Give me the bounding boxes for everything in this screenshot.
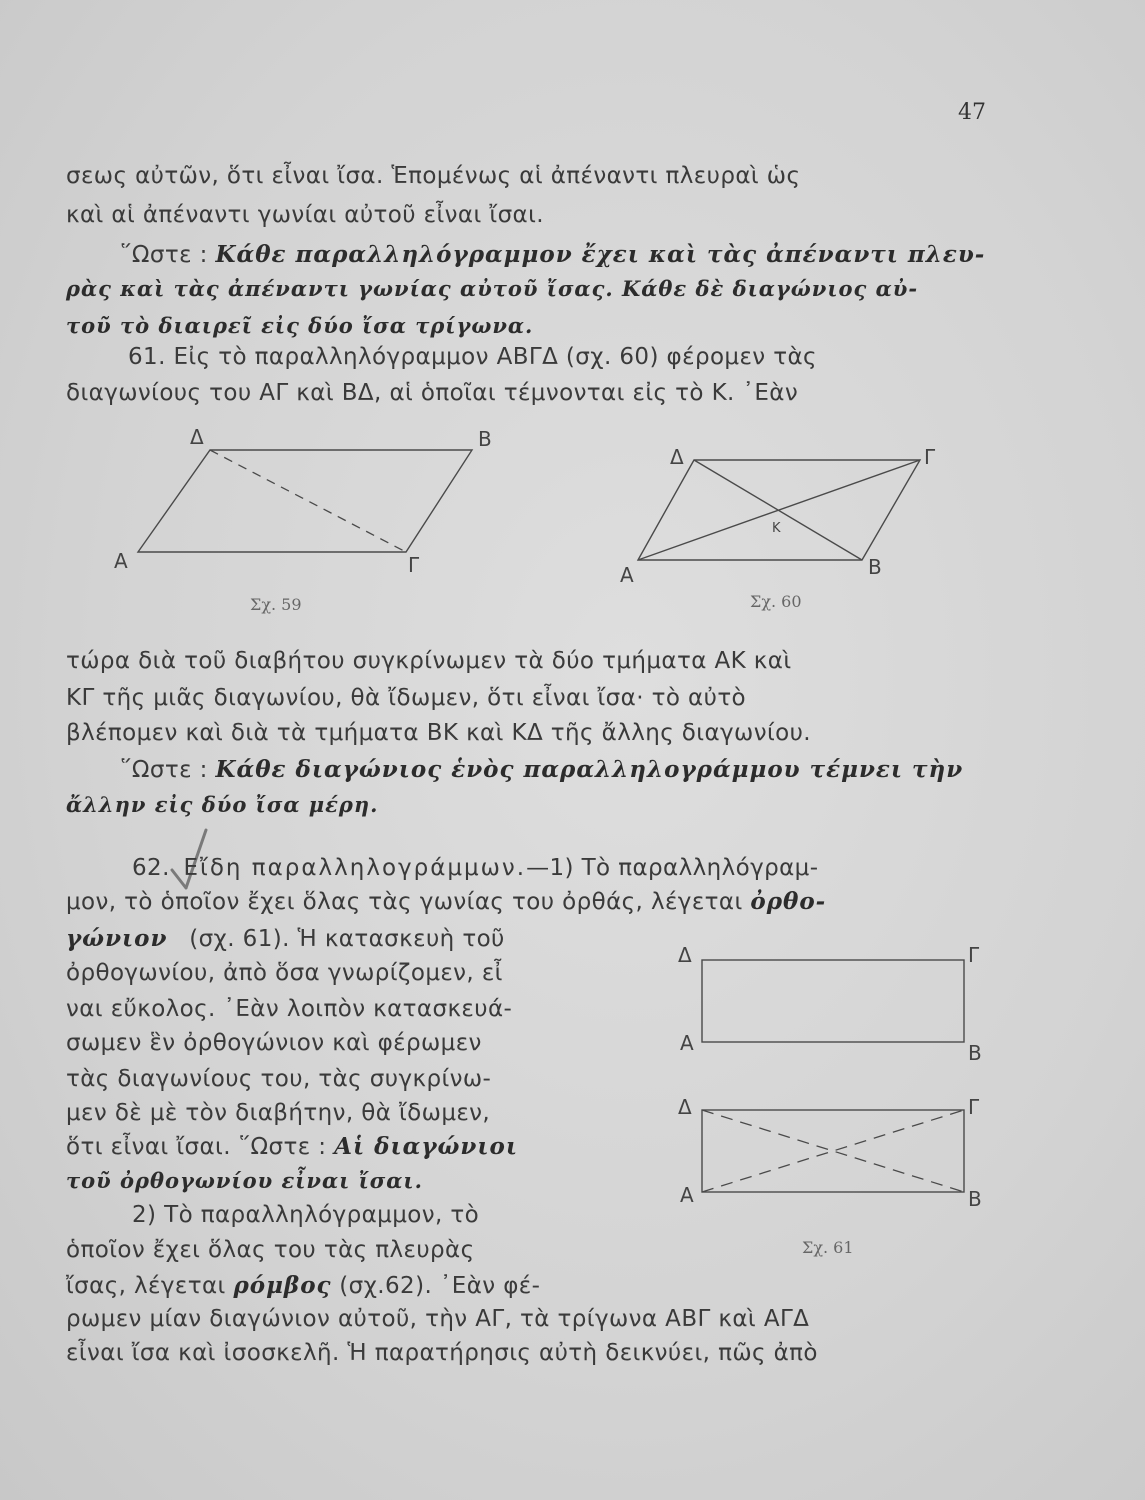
text-line — [66, 1272, 540, 1299]
text-span: (σχ. 61). Ἡ κατασκευὴ τοῦ — [189, 926, 505, 952]
italic-term: ρόμβος — [233, 1272, 332, 1299]
vertex-label: Α — [620, 563, 634, 587]
vertex-label: Β — [968, 1187, 982, 1211]
text-line — [66, 888, 826, 915]
text-line: τώρα διὰ τοῦ διαβήτου συγκρίνωμεν τὰ δύο τμήματα ΑΚ καὶ — [66, 648, 792, 674]
vertex-label: Δ — [678, 943, 692, 967]
text-line: ὁποῖον ἔχει ὅλας του τὰς πλευρὰς — [66, 1237, 475, 1263]
vertex-label: Γ — [968, 943, 980, 967]
figure-60 — [612, 440, 972, 590]
text-line: 2) Τὸ παραλληλόγραμμον, τὸ — [132, 1202, 480, 1228]
text-span: ὅτι εἶναι ἴσαι. ῞Ωστε : — [66, 1134, 327, 1160]
text-span: —1) Τὸ παραλληλόγραμ- — [526, 855, 819, 881]
italic-line: τοῦ ὀρθογωνίου εἶναι ἴσαι. — [66, 1168, 423, 1193]
figure-61 — [672, 930, 992, 1210]
text-line: καὶ αἱ ἀπέναντι γωνίαι αὐτοῦ εἶναι ἴσαι. — [66, 202, 544, 228]
vertex-label: Γ — [968, 1095, 980, 1119]
parallelogram-59 — [138, 450, 472, 552]
conclusion-lead: ῞Ωστε : — [120, 242, 208, 268]
diagonal-BD — [694, 460, 862, 560]
section-62-heading-line — [132, 855, 818, 881]
text-line — [66, 1133, 518, 1160]
italic-text: Κάθε παραλληλόγραμμον ἔχει καὶ τὰς ἀπέναντι πλευ- — [215, 241, 986, 268]
text-line — [66, 925, 505, 952]
vertex-label: Α — [114, 549, 128, 573]
page-number: 47 — [958, 100, 986, 125]
vertex-label: Α — [680, 1183, 694, 1207]
diagonal-59 — [210, 450, 406, 552]
vertex-label: Δ — [678, 1095, 692, 1119]
figure-caption: Σχ. 59 — [250, 595, 302, 614]
italic-term: Αἱ διαγώνιοι — [334, 1133, 518, 1160]
italic-term: γώνιον — [66, 925, 168, 952]
text-line: τὰς διαγωνίους του, τὰς συγκρίνω- — [66, 1066, 492, 1092]
vertex-label: Β — [968, 1041, 982, 1065]
text-line: ναι εὔκολος. ᾿Εὰν λοιπὸν κατασκευά- — [66, 996, 513, 1022]
text-line: ρωμεν μίαν διαγώνιον αὐτοῦ, τὴν ΑΓ, τὰ τρίγωνα ΑΒΓ καὶ ΑΓΔ — [66, 1306, 810, 1332]
vertex-label: Δ — [190, 425, 204, 449]
text-line: σεως αὐτῶν, ὅτι εἶναι ἴσα. Ἑπομένως αἱ ἀπέναντι πλευραὶ ὡς — [66, 163, 801, 189]
section-number: 62. — [132, 855, 170, 881]
text-line: βλέπομεν καὶ διὰ τὰ τμήματα ΒΚ καὶ ΚΔ τῆς ἄλλης διαγωνίου. — [66, 720, 812, 746]
text-span: ἴσας, λέγεται — [66, 1273, 226, 1299]
text-line: μεν δὲ μὲ τὸν διαβήτην, θὰ ἴδωμεν, — [66, 1100, 491, 1126]
paragraph-61-line: 61. Εἰς τὸ παραλληλόγραμμον ΑΒΓΔ (σχ. 60) φέρομεν τὰς — [128, 344, 817, 370]
vertex-label: Β — [868, 555, 882, 579]
rectangle-61-top — [702, 960, 964, 1042]
italic-line: ἄλλην εἰς δύο ἴσα μέρη. — [66, 792, 379, 817]
vertex-label: Β — [478, 427, 492, 451]
figure-caption: Σχ. 61 — [802, 1238, 854, 1257]
italic-line: ρὰς καὶ τὰς ἀπέναντι γωνίας αὐτοῦ ἴσας. Κάθε δὲ διαγώνιος αὐ- — [66, 276, 919, 301]
vertex-label: Α — [680, 1031, 694, 1055]
vertex-label: Γ — [924, 445, 936, 469]
conclusion-line — [120, 241, 985, 268]
figure-caption: Σχ. 60 — [750, 592, 802, 611]
italic-line: τοῦ τὸ διαιρεῖ εἰς δύο ἴσα τρίγωνα. — [66, 313, 534, 338]
italic-term: ὀρθο- — [750, 888, 827, 915]
conclusion-lead: ῞Ωστε : — [120, 757, 208, 783]
paragraph-61-line: διαγωνίους του ΑΓ καὶ ΒΔ, αἱ ὁποῖαι τέμνονται εἰς τὸ Κ. ᾿Εὰν — [66, 380, 799, 406]
figure-59 — [110, 420, 510, 620]
italic-text: Κάθε διαγώνιος ἑνὸς παραλληλογράμμου τέμνει τὴν — [215, 756, 964, 783]
conclusion-line — [120, 756, 963, 783]
center-label: Κ — [772, 521, 781, 536]
text-line: σωμεν ἓν ὀρθογώνιον καὶ φέρωμεν — [66, 1030, 482, 1056]
text-line: ΚΓ τῆς μιᾶς διαγωνίου, θὰ ἴδωμεν, ὅτι εἶναι ἴσα· τὸ αὐτὸ — [66, 685, 747, 711]
text-span: (σχ.62). ᾿Εὰν φέ- — [339, 1273, 541, 1299]
text-line: εἶναι ἴσα καὶ ἰσοσκελῆ. Ἡ παρατήρησις αὐτὴ δεικνύει, πῶς ἀπὸ — [66, 1340, 818, 1366]
text-line: ὀρθογωνίου, ἀπὸ ὅσα γνωρίζομεν, εἶ — [66, 960, 503, 986]
vertex-label: Γ — [408, 553, 420, 577]
section-heading: Εἴδη παραλληλογράμμων. — [183, 855, 527, 881]
text-span: μον, τὸ ὁποῖον ἔχει ὅλας τὰς γωνίας του ὀρθάς, λέγεται — [66, 889, 743, 915]
vertex-label: Δ — [670, 445, 684, 469]
